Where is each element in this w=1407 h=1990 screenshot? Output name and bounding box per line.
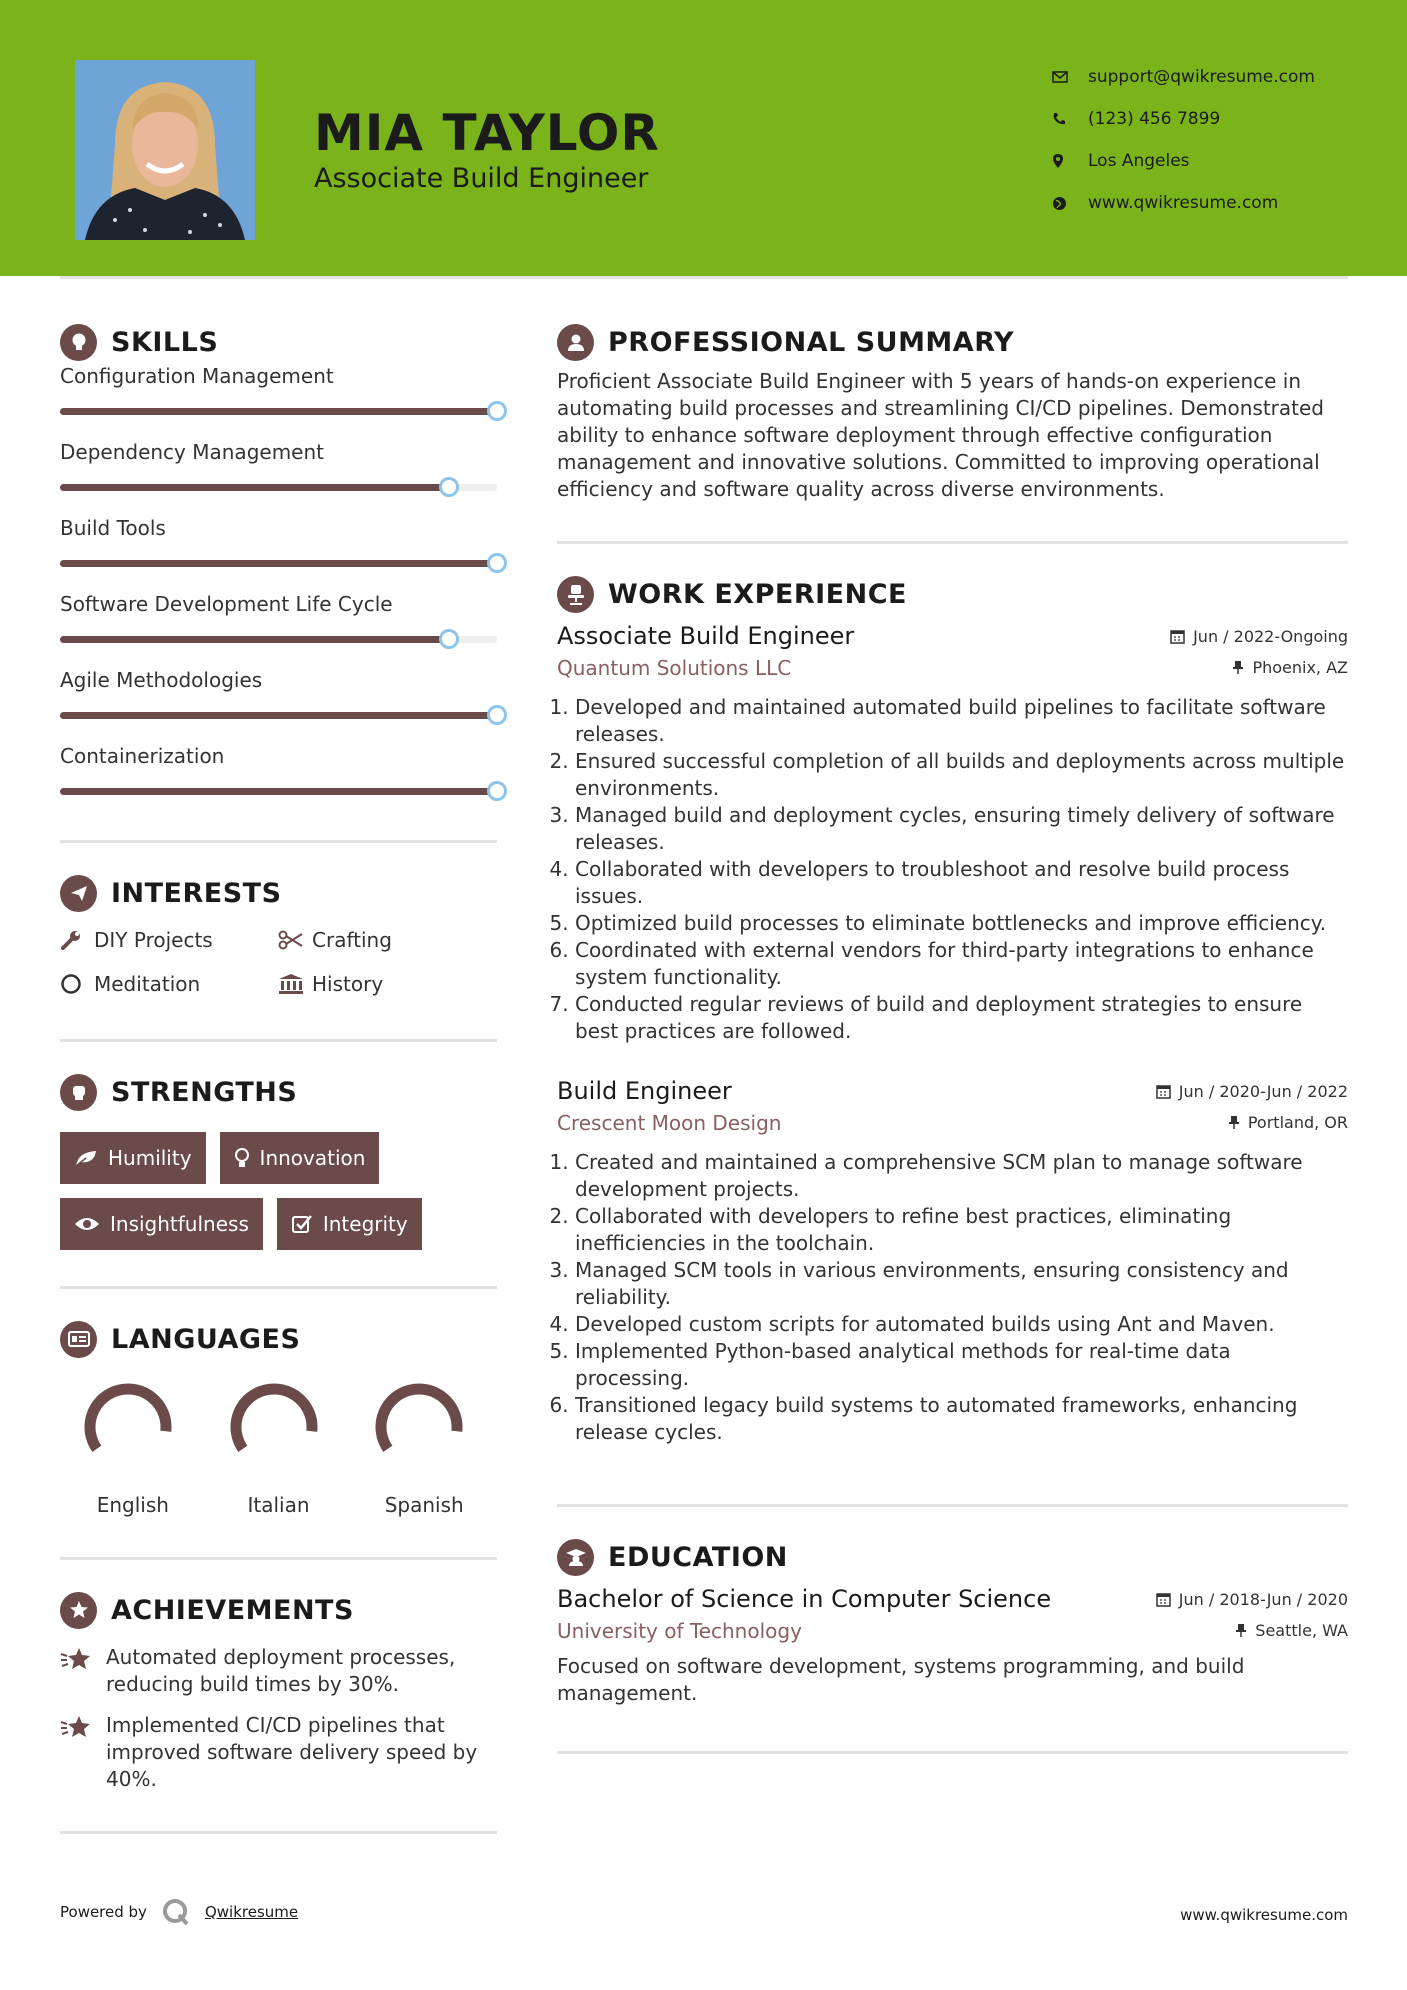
summary-heading [557,322,1348,362]
contact-email-text: support@qwikresume.com [1088,67,1315,87]
language-gauge [83,1377,183,1477]
education-location [1235,1621,1348,1640]
languages-list [60,1377,497,1517]
paper-plane-icon [60,875,97,912]
interests-heading [60,873,497,913]
education-heading [557,1537,1348,1577]
skill-bar [60,788,497,795]
language-gauge [374,1377,474,1477]
job-duties [557,1149,1348,1446]
skills-list [60,356,497,812]
interest-item [60,925,278,955]
skill-item [60,660,497,736]
language-name: Italian [247,1493,310,1517]
scissors-icon [278,930,312,950]
section-divider [60,1557,497,1560]
summary-title: PROFESSIONAL SUMMARY [608,326,1015,358]
strength-tag [277,1198,422,1250]
job-location-text: Phoenix, AZ [1252,658,1348,677]
section-divider [557,1751,1348,1754]
skill-bar [60,484,497,491]
interest-label: Crafting [312,928,392,952]
skill-bar-knob[interactable] [487,401,507,421]
contact-list [1052,56,1315,224]
right-column [557,322,1348,1754]
job-entry [557,622,1348,1045]
education-dates [1156,1590,1348,1609]
strength-tag [220,1132,380,1184]
job-company: Crescent Moon Design [557,1111,782,1135]
strength-tag [60,1132,206,1184]
job-duty: 1. Developed and maintained automated build pipelines to facilitate software releases. [575,694,1348,748]
job-subheader [557,656,1348,680]
star-burst-icon [60,1644,106,1698]
job-dates-text: Jun / 2022-Ongoing [1193,627,1348,646]
job-duty: 1. Created and maintained a comprehensive SCM plan to manage software development projects. [575,1149,1348,1203]
eye-icon [74,1215,100,1233]
job-duty: 5. Optimized build processes to eliminate bottlenecks and improve efficiency. [575,910,1348,937]
left-column [60,322,497,1834]
footer-website[interactable]: www.qwikresume.com [1180,1906,1348,1924]
interest-item [278,925,496,955]
skill-item [60,356,497,432]
office-chair-icon [557,576,594,613]
profile-photo [75,60,255,240]
section-divider [557,541,1348,544]
skill-bar [60,636,497,643]
job-header [557,622,1348,650]
education-school: University of Technology [557,1619,802,1643]
job-duty: 4. Collaborated with developers to troubleshoot and resolve build process issues. [575,856,1348,910]
circle-icon [60,973,94,995]
skill-bar [60,712,497,719]
globe-icon [1052,196,1088,211]
job-location-text: Portland, OR [1247,1113,1348,1132]
section-divider [60,1286,497,1289]
job-entry [557,1077,1348,1446]
strength-label: Integrity [322,1212,408,1236]
interest-label: DIY Projects [94,928,213,952]
interest-item [60,969,278,999]
pushpin-icon [1235,1623,1247,1638]
language-item [351,1377,497,1517]
candidate-name: MIA TAYLOR [314,104,660,162]
strength-label: Innovation [259,1146,366,1170]
achievements-title: ACHIEVEMENTS [111,1594,354,1626]
job-subheader [557,1111,1348,1135]
strength-label: Humility [108,1146,192,1170]
wrench-icon [60,929,94,951]
qwikresume-logo-icon [161,1897,191,1927]
contact-website-text: www.qwikresume.com [1088,193,1279,213]
skill-name: Agile Methodologies [60,668,263,692]
job-duty: 4. Developed custom scripts for automated builds using Ant and Maven. [575,1311,1348,1338]
map-pin-icon [1052,153,1088,169]
header-banner [0,0,1407,276]
job-location [1228,1113,1348,1132]
education-header [557,1585,1348,1613]
achievement-text: Automated deployment processes, reducing build times by 30%. [106,1645,456,1696]
envelope-icon [1052,71,1088,83]
skill-bar-knob[interactable] [487,705,507,725]
achievement-item [60,1644,497,1698]
job-header [557,1077,1348,1105]
contact-email[interactable] [1052,56,1315,98]
language-gauge [229,1377,329,1477]
education-subheader [557,1619,1348,1643]
header-divider [60,276,1348,279]
lightbulb-icon [234,1147,250,1169]
strengths-heading [60,1072,497,1112]
contact-location [1052,140,1315,182]
skill-name: Build Tools [60,516,166,540]
candidate-title: Associate Build Engineer [314,163,649,194]
star-badge-icon [60,1592,97,1629]
education-title: EDUCATION [608,1541,788,1573]
job-duty: 3. Managed build and deployment cycles, ensuring timely delivery of software releases. [575,802,1348,856]
fist-icon [60,1074,97,1111]
job-dates [1170,627,1348,646]
skill-bar-fill [60,712,497,719]
pushpin-icon [1228,1115,1240,1130]
section-divider [60,840,497,843]
education-dates-text: Jun / 2018-Jun / 2020 [1178,1590,1348,1609]
interests-list [60,925,497,999]
strength-label: Insightfulness [110,1212,249,1236]
skill-bar-fill [60,408,497,415]
skills-title: SKILLS [111,326,219,358]
summary-text: Proficient Associate Build Engineer with 5 years of hands-on experience in automating build processes and streamlining CI/CD pipelines. Demonstrated ability to enhance software deployment through effective configuration management and innovative solutions. Committed to improving operational efficiency and software quality across diverse environments. [557,369,1324,501]
job-duty: 7. Conducted regular reviews of build and deployment strategies to ensure best practices are followed. [575,991,1348,1045]
user-icon [557,324,594,361]
achievements-list [60,1644,497,1793]
contact-phone[interactable] [1052,98,1315,140]
skill-bar-knob[interactable] [439,629,459,649]
skill-bar-fill [60,636,449,643]
section-divider [60,1039,497,1042]
skill-bar-knob[interactable] [439,477,459,497]
skill-name: Software Development Life Cycle [60,592,393,616]
museum-icon [278,973,312,995]
strengths-title: STRENGTHS [111,1076,298,1108]
experience-heading [557,574,1348,614]
skill-bar [60,408,497,415]
achievement-item [60,1712,497,1793]
skill-bar-fill [60,560,497,567]
education-degree: Bachelor of Science in Computer Science [557,1585,1052,1613]
interests-title: INTERESTS [111,877,282,909]
interest-label: Meditation [94,972,201,996]
job-dates [1156,1082,1348,1101]
skill-name: Containerization [60,744,225,768]
lightbulb-icon [60,324,97,361]
qwikresume-link[interactable]: Qwikresume [204,1903,299,1921]
language-item [206,1377,352,1517]
skill-item [60,508,497,584]
languages-heading [60,1319,497,1359]
contact-location-text: Los Angeles [1088,151,1190,171]
job-duty: 6. Coordinated with external vendors for third-party integrations to enhance system functionality. [575,937,1348,991]
language-name: English [96,1493,169,1517]
calendar-icon [1156,1084,1171,1099]
education-entry [557,1585,1348,1707]
skill-name: Configuration Management [60,364,334,388]
skill-item [60,432,497,508]
languages-title: LANGUAGES [111,1323,301,1355]
interest-item [278,969,496,999]
strengths-list [60,1132,497,1250]
skill-bar-fill [60,484,449,491]
job-duty: 6. Transitioned legacy build systems to automated frameworks, enhancing release cycles. [575,1392,1348,1446]
star-burst-icon [60,1712,106,1793]
skill-bar [60,560,497,567]
leaf-icon [74,1148,98,1168]
footer-powered-by [60,1897,298,1927]
interest-label: History [312,972,384,996]
achievements-heading [60,1590,497,1630]
powered-by-text: Powered by [60,1903,147,1921]
pushpin-icon [1232,660,1244,675]
calendar-icon [1170,629,1185,644]
job-duty: 2. Collaborated with developers to refine best practices, eliminating inefficiencies in the toolchain. [575,1203,1348,1257]
education-location-text: Seattle, WA [1255,1621,1348,1640]
skill-name: Dependency Management [60,440,324,464]
job-dates-text: Jun / 2020-Jun / 2022 [1178,1082,1348,1101]
section-divider [557,1504,1348,1507]
contact-website[interactable] [1052,182,1315,224]
section-divider [60,1831,497,1834]
skill-bar-fill [60,788,497,795]
job-title: Associate Build Engineer [557,622,855,650]
experience-title: WORK EXPERIENCE [608,578,907,610]
achievement-text: Implemented CI/CD pipelines that improved software delivery speed by 40%. [106,1713,478,1791]
language-name: Spanish [384,1493,464,1517]
skill-item [60,584,497,660]
job-duty: 5. Implemented Python-based analytical methods for real-time data processing. [575,1338,1348,1392]
job-company: Quantum Solutions LLC [557,656,792,680]
education-description: Focused on software development, systems programming, and build management. [557,1654,1245,1705]
job-location [1232,658,1348,677]
language-card-icon [60,1321,97,1358]
skill-item [60,736,497,812]
checkbox-icon [291,1213,313,1235]
job-title: Build Engineer [557,1077,732,1105]
strength-tag [60,1198,263,1250]
graduate-icon [557,1539,594,1576]
job-duty: 2. Ensured successful completion of all builds and deployments across multiple environments. [575,748,1348,802]
skill-bar-knob[interactable] [487,553,507,573]
skill-bar-knob[interactable] [487,781,507,801]
job-duty: 3. Managed SCM tools in various environments, ensuring consistency and reliability. [575,1257,1348,1311]
language-item [60,1377,206,1517]
job-duties [557,694,1348,1045]
phone-icon [1052,112,1088,126]
calendar-icon [1156,1592,1171,1607]
contact-phone-text: (123) 456 7899 [1088,109,1221,129]
